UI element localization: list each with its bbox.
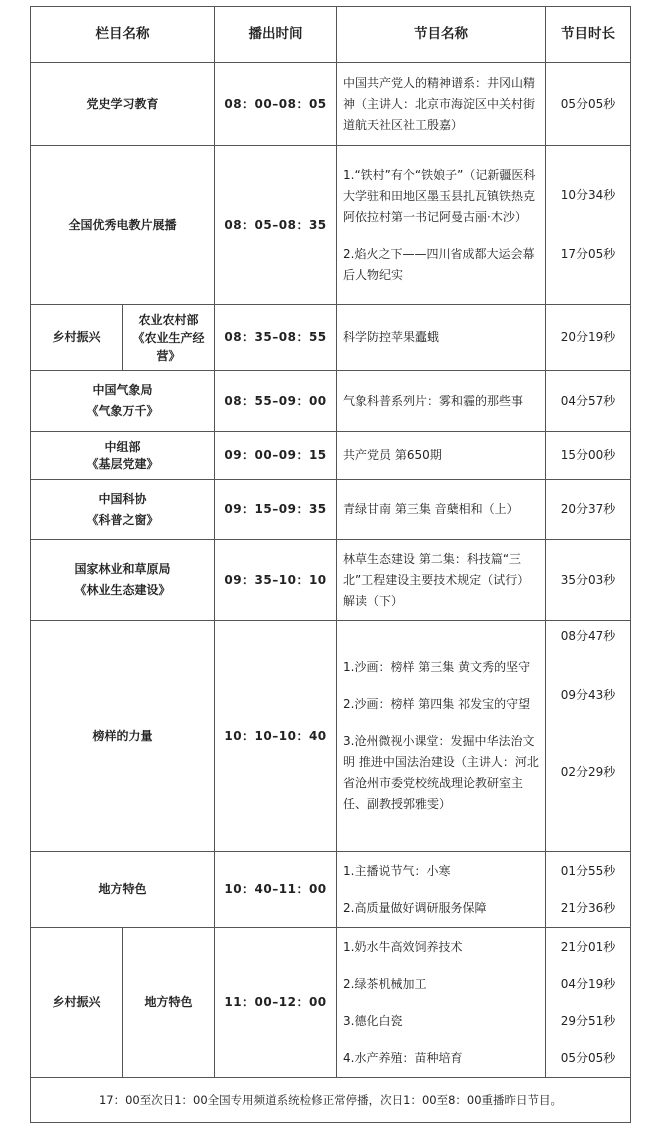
spacer bbox=[552, 882, 624, 898]
column-name: 榜样的力量 bbox=[31, 621, 215, 852]
duration: 15分00秒 bbox=[546, 432, 631, 480]
column-name bbox=[31, 480, 215, 540]
program-item: 3.沧州微视小课堂：发掘中华法治文明 推进中国法治建设（主讲人：河北省沧州市委党校统战理论教研室主任、副教授郭雅雯） bbox=[343, 734, 539, 811]
table-row bbox=[31, 432, 631, 480]
program-name bbox=[337, 928, 546, 1078]
duration bbox=[546, 852, 631, 928]
spacer bbox=[552, 995, 624, 1011]
duration-item: 08分47秒 bbox=[560, 629, 616, 643]
header-column-name: 栏目名称 bbox=[31, 7, 215, 63]
duration: 05分05秒 bbox=[546, 63, 631, 146]
header-program-name: 节目名称 bbox=[337, 7, 546, 63]
column-name-line: 中组部 bbox=[104, 439, 141, 454]
program-item: 1.沙画：榜样 第三集 黄文秀的坚守 bbox=[343, 660, 531, 674]
spacer bbox=[552, 647, 624, 685]
air-time: 09：00–09：15 bbox=[215, 432, 337, 480]
spacer bbox=[552, 206, 624, 244]
duration-item: 04分19秒 bbox=[560, 976, 616, 991]
table-row bbox=[31, 305, 631, 371]
column-name: 地方特色 bbox=[31, 852, 215, 928]
column-name: 党史学习教育 bbox=[31, 63, 215, 146]
duration-item: 21分36秒 bbox=[560, 900, 616, 915]
table-row bbox=[31, 63, 631, 146]
column-name-line: 《气象万千》 bbox=[86, 404, 159, 418]
program-item: 2.绿茶机械加工 bbox=[343, 976, 427, 991]
column-name-line: 中国科协 bbox=[98, 491, 147, 506]
program-item: 3.德化白瓷 bbox=[343, 1013, 403, 1028]
air-time: 09：35–10：10 bbox=[215, 540, 337, 621]
duration bbox=[546, 928, 631, 1078]
duration-item: 21分01秒 bbox=[560, 939, 616, 954]
air-time: 09：15–09：35 bbox=[215, 480, 337, 540]
program-name bbox=[337, 146, 546, 305]
column-name-line: 《林业生态建设》 bbox=[74, 583, 171, 597]
duration-item: 05分05秒 bbox=[560, 1050, 616, 1065]
air-time: 10：40–11：00 bbox=[215, 852, 337, 928]
table-row bbox=[31, 146, 631, 305]
program-item: 1.“铁村”有个“铁娘子”（记新疆医科大学驻和田地区墨玉县扎瓦镇铁热克阿依拉村第一书记阿曼古丽·木沙） bbox=[343, 167, 536, 224]
duration-item: 29分51秒 bbox=[560, 1013, 616, 1028]
spacer bbox=[343, 882, 539, 898]
column-name bbox=[31, 540, 215, 621]
spacer bbox=[552, 706, 624, 762]
duration-item: 17分05秒 bbox=[560, 247, 616, 261]
program-name: 气象科普系列片：雾和霾的那些事 bbox=[337, 371, 546, 432]
spacer bbox=[343, 715, 539, 731]
footer-row bbox=[31, 1078, 631, 1123]
program-name: 科学防控苹果蠹蛾 bbox=[337, 305, 546, 371]
column-name: 乡村振兴 bbox=[31, 305, 123, 371]
air-time: 08：05–08：35 bbox=[215, 146, 337, 305]
program-name: 林草生态建设 第二集：科技篇“三北”工程建设主要技术规定（试行）解读（下） bbox=[337, 540, 546, 621]
column-name: 全国优秀电教片展播 bbox=[31, 146, 215, 305]
spacer bbox=[552, 1032, 624, 1048]
column-name: 乡村振兴 bbox=[31, 928, 123, 1078]
column-name-line: 《基层党建》 bbox=[86, 456, 159, 471]
column-name-line: 《科普之窗》 bbox=[86, 512, 159, 527]
spacer bbox=[343, 995, 539, 1011]
table-row bbox=[31, 852, 631, 928]
spacer bbox=[343, 228, 539, 244]
schedule-table bbox=[30, 6, 631, 1123]
air-time: 08：00–08：05 bbox=[215, 63, 337, 146]
footer-note: 17：00至次日1：00全国专用频道系统检修正常停播，次日1：00至8：00重播昨日节目。 bbox=[31, 1078, 631, 1123]
air-time: 10：10–10：40 bbox=[215, 621, 337, 852]
duration-item: 10分34秒 bbox=[560, 188, 616, 202]
spacer bbox=[343, 1032, 539, 1048]
table-row bbox=[31, 371, 631, 432]
header-row bbox=[31, 7, 631, 63]
column-name bbox=[31, 371, 215, 432]
duration: 35分03秒 bbox=[546, 540, 631, 621]
program-item: 2.沙画：榜样 第四集 祁发宝的守望 bbox=[343, 697, 531, 711]
duration bbox=[546, 146, 631, 305]
column-name-line: 国家林业和草原局 bbox=[74, 562, 171, 576]
table-row bbox=[31, 621, 631, 852]
table-row bbox=[31, 480, 631, 540]
spacer bbox=[343, 678, 539, 694]
duration: 04分57秒 bbox=[546, 371, 631, 432]
duration: 20分37秒 bbox=[546, 480, 631, 540]
sub-column-name: 地方特色 bbox=[123, 928, 215, 1078]
spacer bbox=[343, 958, 539, 974]
program-item: 2.焰火之下——四川省成都大运会幕后人物纪实 bbox=[343, 246, 535, 282]
program-item: 1.奶水牛高效饲养技术 bbox=[343, 939, 463, 954]
spacer bbox=[552, 958, 624, 974]
air-time: 08：55–09：00 bbox=[215, 371, 337, 432]
program-name bbox=[337, 621, 546, 852]
duration-item: 09分43秒 bbox=[560, 688, 616, 702]
program-name: 共产党员 第650期 bbox=[337, 432, 546, 480]
column-name bbox=[31, 432, 215, 480]
program-item: 1.主播说节气：小寒 bbox=[343, 863, 451, 878]
air-time: 11：00–12：00 bbox=[215, 928, 337, 1078]
table-row bbox=[31, 928, 631, 1078]
air-time: 08：35–08：55 bbox=[215, 305, 337, 371]
duration-item: 01分55秒 bbox=[560, 863, 616, 878]
duration: 20分19秒 bbox=[546, 305, 631, 371]
table-row bbox=[31, 540, 631, 621]
program-name: 中国共产党人的精神谱系：井冈山精神（主讲人：北京市海淀区中关村街道航天社区社工殷嘉） bbox=[337, 63, 546, 146]
duration-item: 02分29秒 bbox=[560, 765, 616, 779]
program-item: 2.高质量做好调研服务保障 bbox=[343, 900, 487, 915]
column-name-line: 中国气象局 bbox=[92, 383, 153, 397]
sub-column-name: 农业农村部《农业生产经营》 bbox=[123, 305, 215, 371]
header-duration: 节目时长 bbox=[546, 7, 631, 63]
header-air-time: 播出时间 bbox=[215, 7, 337, 63]
duration bbox=[546, 621, 631, 852]
program-name: 青绿甘南 第三集 音蘖相和（上） bbox=[337, 480, 546, 540]
program-name bbox=[337, 852, 546, 928]
program-item: 4.水产养殖：苗种培育 bbox=[343, 1050, 463, 1065]
